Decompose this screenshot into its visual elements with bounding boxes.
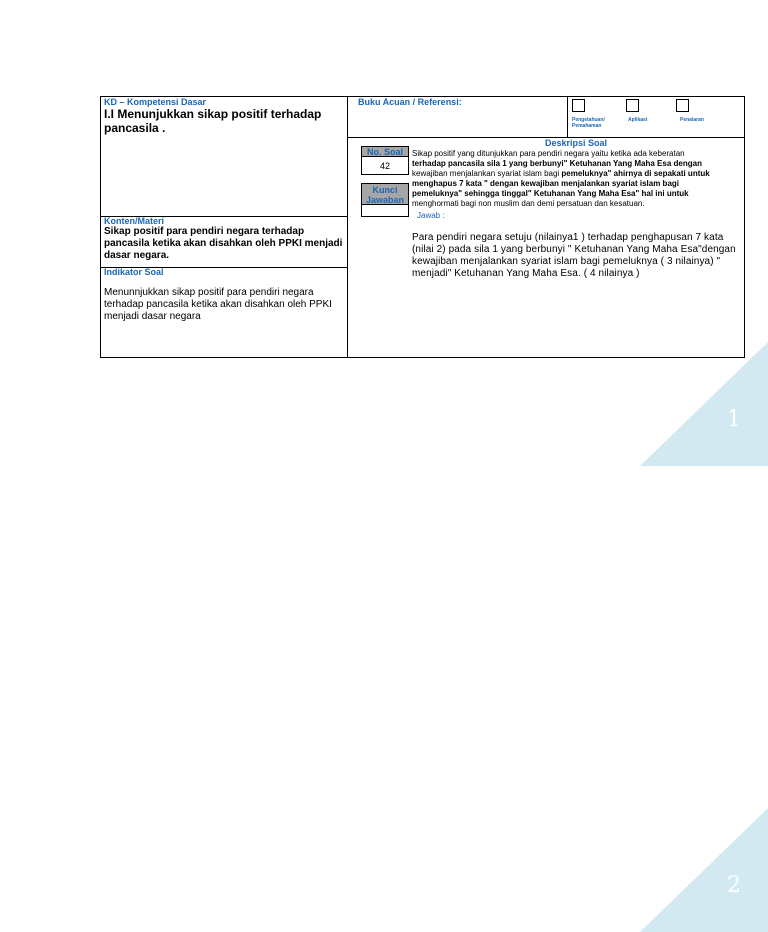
divider	[567, 97, 568, 137]
kunci-jawaban-label: Kunci Jawaban	[361, 183, 409, 205]
answer-text: Para pendiri negara setuju (nilainya1 ) terhadap penghapusan 7 kata (nilai 2) pada sila 1 yang berbunyi " Ketuhanan Yang Maha Esa"dengan kewajiban menjalankan syariat islam bagi pemeluknya ( 3 nilainya) " menjadi" Ketuhanan Yang Maha Esa. ( 4 nilainya )	[412, 232, 736, 279]
kd-section	[104, 97, 344, 135]
aplikasi-checkbox[interactable]	[626, 99, 639, 112]
deskripsi-text	[412, 149, 742, 209]
question-card	[100, 96, 745, 358]
kd-title: I.I Menunjukkan sikap positif terhadap pancasila .	[104, 107, 322, 135]
penalaran-label: Penalaran	[680, 117, 704, 123]
buku-acuan-label: Buku Acuan / Referensi:	[358, 97, 462, 107]
deskripsi-line: menghormati bagi non muslim dan demi persatuan dan kesatuan.	[412, 199, 645, 208]
aplikasi-label: Aplikasi	[628, 117, 648, 123]
jawab-label: Jawab :	[417, 211, 445, 220]
column-divider	[347, 97, 348, 357]
indikator-label: Indikator Soal	[104, 267, 164, 277]
konten-text: Sikap positif para pendiri negara terhadap pancasila ketika akan disahkan oleh PPKI menjadi dasar negara.	[104, 226, 343, 261]
deskripsi-line: kewajiban menjalankan syariat islam bagi pemeluknya" ahirnya di sepakati untuk	[412, 169, 710, 178]
page-number: 2	[727, 873, 741, 898]
corner-triangle	[640, 342, 768, 466]
no-soal-value: 42	[361, 157, 409, 175]
indikator-section	[104, 267, 344, 323]
kd-label: KD – Kompetensi Dasar	[104, 97, 207, 107]
deskripsi-line: terhadap pancasila sila 1 yang berbunyi" Ketuhanan Yang Maha Esa dengan	[412, 159, 702, 168]
deskripsi-label: Deskripsi Soal	[545, 138, 608, 148]
konten-label: Konten/Materi	[104, 216, 165, 226]
konten-section	[104, 216, 344, 262]
corner-triangle	[640, 808, 768, 932]
pengetahuan-checkbox[interactable]	[572, 99, 585, 112]
deskripsi-line: Sikap positif yang ditunjukkan para pendiri negara yaitu ketika ada keberatan	[412, 149, 685, 158]
no-soal-label: No. Soal	[361, 146, 409, 157]
pengetahuan-label: Pengetahuan/ Pemahaman	[572, 117, 605, 129]
deskripsi-line: menghapus 7 kata " dengan kewajiban menjalankan syariat islam bagi	[412, 179, 679, 188]
page-number: 1	[727, 407, 741, 432]
deskripsi-line: pemeluknya" sehingga tinggal" Ketuhanan Yang Maha Esa" hal ini untuk	[412, 189, 689, 198]
indikator-text: Menunnjukkan sikap positif para pendiri negara terhadap pancasila ketika akan disahkan oleh PPKI menjadi dasar negara	[104, 287, 332, 322]
kunci-jawaban-value[interactable]	[361, 205, 409, 217]
penalaran-checkbox[interactable]	[676, 99, 689, 112]
